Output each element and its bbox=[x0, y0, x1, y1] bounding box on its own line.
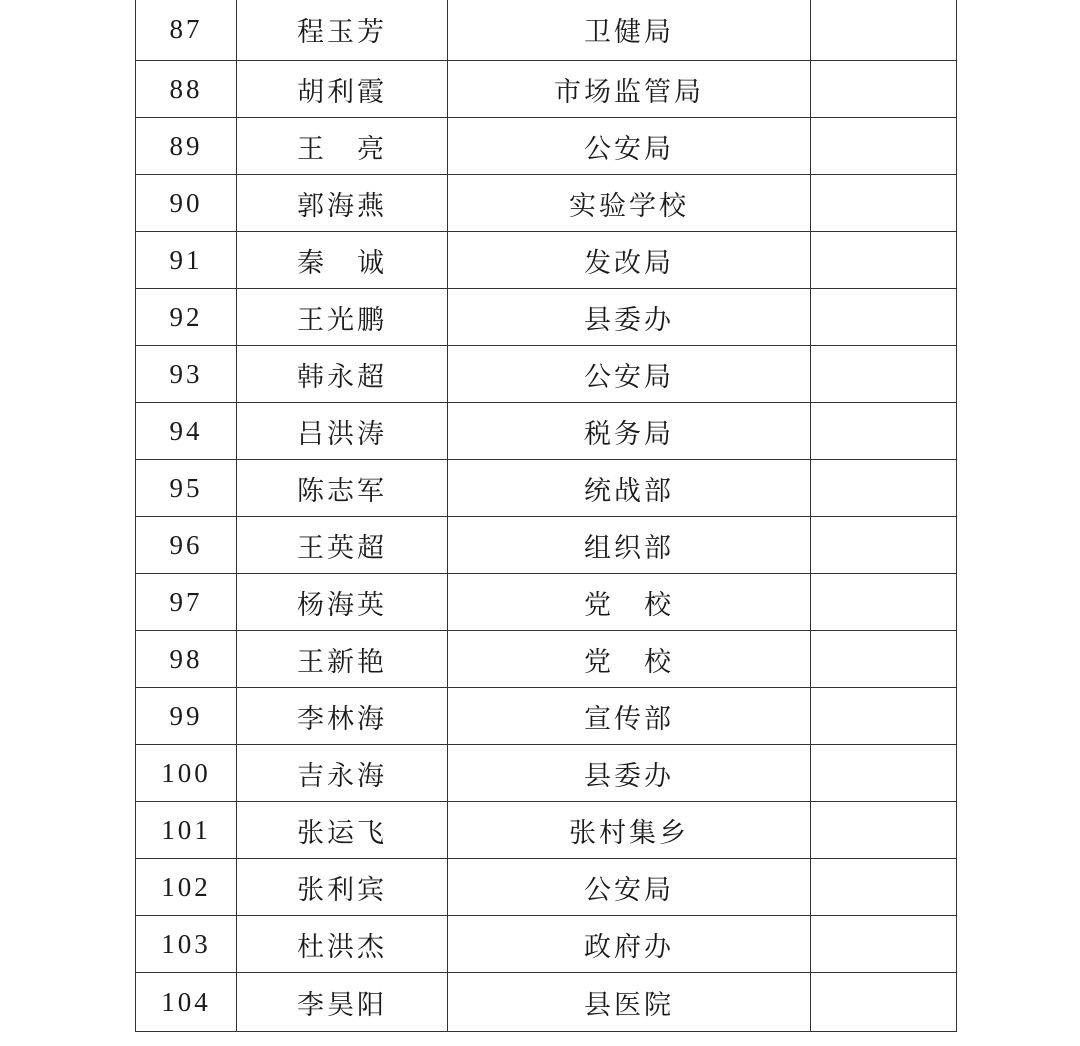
roster-table-body bbox=[136, 0, 957, 1032]
person-name-cell: 王 亮 bbox=[237, 118, 448, 175]
remarks-cell bbox=[811, 346, 957, 403]
person-name-cell: 郭海燕 bbox=[237, 175, 448, 232]
person-name-cell: 张运飞 bbox=[237, 802, 448, 859]
row-number-cell: 92 bbox=[136, 289, 237, 346]
work-unit-cell: 税务局 bbox=[448, 403, 811, 460]
work-unit-cell: 党 校 bbox=[448, 631, 811, 688]
remarks-cell bbox=[811, 460, 957, 517]
row-number-cell: 97 bbox=[136, 574, 237, 631]
remarks-cell bbox=[811, 574, 957, 631]
person-name-cell: 张利宾 bbox=[237, 859, 448, 916]
remarks-cell bbox=[811, 802, 957, 859]
remarks-cell bbox=[811, 289, 957, 346]
table-row bbox=[136, 916, 957, 973]
work-unit-cell: 公安局 bbox=[448, 346, 811, 403]
row-number-cell: 98 bbox=[136, 631, 237, 688]
row-number-cell: 87 bbox=[136, 0, 237, 61]
row-number-cell: 93 bbox=[136, 346, 237, 403]
person-name-cell: 王新艳 bbox=[237, 631, 448, 688]
remarks-cell bbox=[811, 916, 957, 973]
person-name-cell: 胡利霞 bbox=[237, 61, 448, 118]
row-number-cell: 89 bbox=[136, 118, 237, 175]
work-unit-cell: 市场监管局 bbox=[448, 61, 811, 118]
remarks-cell bbox=[811, 745, 957, 802]
work-unit-cell: 党 校 bbox=[448, 574, 811, 631]
work-unit-cell: 政府办 bbox=[448, 916, 811, 973]
person-name-cell: 吉永海 bbox=[237, 745, 448, 802]
remarks-cell bbox=[811, 688, 957, 745]
work-unit-cell: 宣传部 bbox=[448, 688, 811, 745]
table-row bbox=[136, 859, 957, 916]
table-row bbox=[136, 745, 957, 802]
person-name-cell: 杨海英 bbox=[237, 574, 448, 631]
row-number-cell: 90 bbox=[136, 175, 237, 232]
row-number-cell: 103 bbox=[136, 916, 237, 973]
table-row bbox=[136, 346, 957, 403]
remarks-cell bbox=[811, 631, 957, 688]
table-row bbox=[136, 118, 957, 175]
work-unit-cell: 县委办 bbox=[448, 745, 811, 802]
row-number-cell: 96 bbox=[136, 517, 237, 574]
person-name-cell: 陈志军 bbox=[237, 460, 448, 517]
row-number-cell: 88 bbox=[136, 61, 237, 118]
remarks-cell bbox=[811, 0, 957, 61]
work-unit-cell: 县医院 bbox=[448, 973, 811, 1032]
remarks-cell bbox=[811, 175, 957, 232]
person-name-cell: 李林海 bbox=[237, 688, 448, 745]
work-unit-cell: 卫健局 bbox=[448, 0, 811, 61]
remarks-cell bbox=[811, 61, 957, 118]
work-unit-cell: 公安局 bbox=[448, 118, 811, 175]
table-row bbox=[136, 61, 957, 118]
person-name-cell: 王英超 bbox=[237, 517, 448, 574]
person-name-cell: 韩永超 bbox=[237, 346, 448, 403]
row-number-cell: 100 bbox=[136, 745, 237, 802]
remarks-cell bbox=[811, 118, 957, 175]
row-number-cell: 99 bbox=[136, 688, 237, 745]
table-row bbox=[136, 403, 957, 460]
work-unit-cell: 发改局 bbox=[448, 232, 811, 289]
person-name-cell: 程玉芳 bbox=[237, 0, 448, 61]
remarks-cell bbox=[811, 973, 957, 1032]
person-name-cell: 王光鹏 bbox=[237, 289, 448, 346]
table-row bbox=[136, 517, 957, 574]
work-unit-cell: 公安局 bbox=[448, 859, 811, 916]
row-number-cell: 94 bbox=[136, 403, 237, 460]
row-number-cell: 95 bbox=[136, 460, 237, 517]
work-unit-cell: 县委办 bbox=[448, 289, 811, 346]
person-name-cell: 吕洪涛 bbox=[237, 403, 448, 460]
person-name-cell: 李昊阳 bbox=[237, 973, 448, 1032]
table-row bbox=[136, 0, 957, 61]
row-number-cell: 101 bbox=[136, 802, 237, 859]
work-unit-cell: 统战部 bbox=[448, 460, 811, 517]
remarks-cell bbox=[811, 517, 957, 574]
person-name-cell: 杜洪杰 bbox=[237, 916, 448, 973]
table-row bbox=[136, 688, 957, 745]
work-unit-cell: 组织部 bbox=[448, 517, 811, 574]
table-row bbox=[136, 460, 957, 517]
table-row bbox=[136, 232, 957, 289]
table-row bbox=[136, 973, 957, 1032]
roster-table bbox=[135, 0, 957, 1032]
person-name-cell: 秦 诚 bbox=[237, 232, 448, 289]
remarks-cell bbox=[811, 859, 957, 916]
work-unit-cell: 实验学校 bbox=[448, 175, 811, 232]
work-unit-cell: 张村集乡 bbox=[448, 802, 811, 859]
remarks-cell bbox=[811, 403, 957, 460]
row-number-cell: 102 bbox=[136, 859, 237, 916]
table-row bbox=[136, 289, 957, 346]
table-row bbox=[136, 574, 957, 631]
row-number-cell: 91 bbox=[136, 232, 237, 289]
remarks-cell bbox=[811, 232, 957, 289]
table-row bbox=[136, 631, 957, 688]
row-number-cell: 104 bbox=[136, 973, 237, 1032]
table-row bbox=[136, 175, 957, 232]
table-row bbox=[136, 802, 957, 859]
